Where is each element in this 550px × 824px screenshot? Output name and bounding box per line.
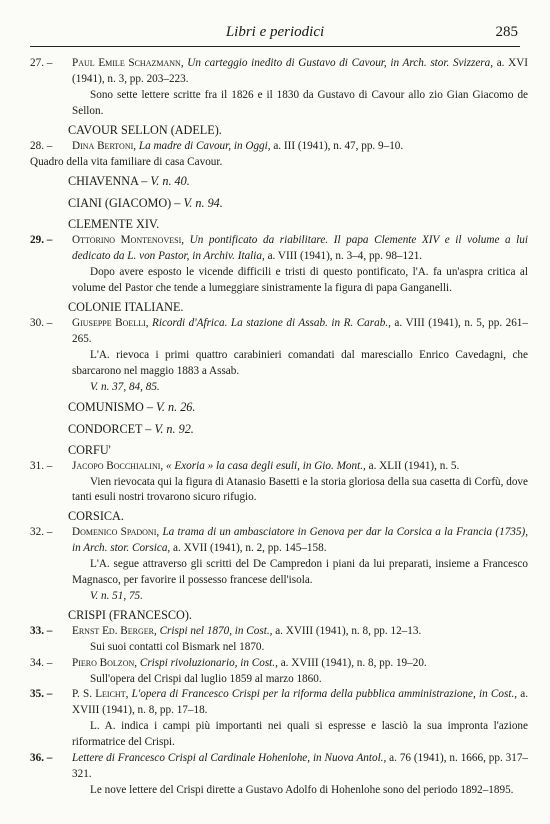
entry-journal: in Cost.,	[479, 688, 518, 701]
entry-details: a. 76 (1941), n. 1666, pp. 317–321.	[72, 752, 529, 780]
xref-subject: CONDORCET –	[68, 421, 152, 436]
entry-title: Un pontificato da riabilitare. Il papa Clemente XIV e il volume a lui dedicato da L. von Pastor,	[72, 234, 528, 263]
entry-author: Domenico Spadoni,	[72, 526, 160, 539]
bibliography-body	[30, 56, 528, 799]
entry-details: a. XVIII (1941), n. 8, pp. 19–20.	[280, 656, 427, 669]
entry-title: Crispi rivoluzionario,	[139, 656, 238, 669]
entry-35	[30, 687, 528, 751]
entry-34	[30, 656, 528, 688]
entry-title: Lettere di Francesco Crispi al Cardinale Hohenlohe,	[72, 752, 311, 765]
entry-author: Jacopo Bocchialini,	[72, 459, 164, 472]
entry-citation	[72, 751, 528, 783]
entry-journal: in R. Carab.,	[331, 317, 391, 330]
entry-note: L. A. indica i campi più importanti nei quali si espresse e lasciò la sua impronta l'azione riformatrice del Crispi.	[72, 720, 528, 749]
entry-29	[30, 233, 528, 297]
xref-target: V. n. 26.	[156, 399, 196, 414]
xref-target: V. n. 94.	[183, 196, 223, 211]
entry-details: a. XVIII (1941), n. 8, pp. 17–18.	[72, 688, 529, 717]
entry-number: 29. –	[30, 234, 53, 247]
entry-citation	[72, 624, 528, 640]
entry-journal: in Nuova Antol.,	[312, 752, 387, 765]
subject-heading: CRISPI (FRANCESCO).	[68, 607, 192, 622]
entry-details: a. XLII (1941), n. 5.	[368, 459, 460, 472]
xref-subject: CIANI (GIACOMO) –	[68, 196, 181, 211]
entry-citation	[72, 459, 528, 475]
entry-number: 32. –	[30, 526, 53, 539]
entry-title: La trama di un ambasciatore in Genova per dar la Corsica a la Francia (1735),	[162, 526, 529, 539]
entry-author: Dina Bertoni,	[72, 139, 137, 152]
entry-number: 30. –	[30, 317, 53, 330]
entry-36	[30, 751, 528, 799]
entry-number: 28. –	[30, 139, 53, 152]
entry-note: Vien rievocata qui la figura di Atanasio Basetti e la storia gloriosa della sua casetta di Corfù, dove tanti esuli nostri trovarono sicuro rifugio.	[72, 475, 528, 504]
entry-note: Sui suoi contatti col Bismark nel 1870.	[90, 640, 265, 653]
xref-target: V. n. 92.	[154, 421, 194, 436]
entry-citation	[72, 139, 528, 155]
entry-note: Le nove lettere del Crispi dirette a Gustavo Adolfo di Hohenlohe sono del periodo 1892–1895.	[90, 783, 514, 796]
entry-see-also: V. n. 51, 75.	[90, 589, 143, 602]
entry-number: 36. –	[30, 752, 53, 765]
entry-title: L'opera di Francesco Crispi per la riforma della pubblica amministrazione,	[131, 688, 476, 701]
entry-author: Paul Emile Schazmann,	[72, 57, 184, 69]
entry-31	[30, 459, 528, 507]
entry-author: Ernst Ed. Berger,	[72, 624, 157, 637]
entry-number: 34. –	[30, 656, 53, 669]
cross-reference	[30, 170, 528, 192]
xref-subject: CHIAVENNA –	[68, 174, 148, 189]
xref-subject: COMUNISMO –	[68, 399, 153, 414]
cross-reference	[30, 192, 528, 214]
entry-see-also: V. n. 37, 84, 85.	[90, 380, 160, 393]
entry-details: a. XVI (1941), n. 3, pp. 203–223.	[72, 57, 529, 85]
entry-number: 35. –	[30, 688, 53, 701]
entry-title: Crispi nel 1870,	[159, 624, 232, 637]
entry-details: a. XVIII (1941), n. 8, pp. 12–13.	[275, 624, 422, 637]
entry-author: Ottorino Montenovesi,	[72, 234, 185, 247]
entry-30	[30, 316, 528, 396]
entry-citation	[72, 656, 528, 672]
entry-33	[30, 624, 528, 656]
entry-journal: in Cost.,	[240, 656, 278, 669]
entry-details: a. III (1941), n. 47, pp. 9–10.	[273, 139, 404, 152]
entry-journal: in Oggi,	[233, 139, 271, 152]
entry-journal: in Arch. stor. Svizzera,	[390, 57, 494, 69]
entry-title: Un carteggio inedito di Gustavo di Cavour,	[187, 57, 387, 69]
entry-note: L'A. rievoca i primi quattro carabinieri comandati dal maresciallo Enrico Cavedagni, che sbarcarono nel maggio 1883 a Assab.	[72, 348, 528, 377]
entry-journal: in Archiv. Italia,	[192, 250, 265, 263]
entry-citation	[72, 56, 528, 88]
entry-note: L'A. segue attraverso gli scritti del De Campredon i piani da lui preparati, insieme a Francesco Magnasco, per favorire il possesso francese dell'isola.	[72, 558, 528, 587]
entry-note: Sull'opera del Crispi dal luglio 1859 al marzo 1860.	[90, 672, 322, 685]
entry-author: P. S. Leicht,	[72, 688, 129, 701]
entry-note: Sono sette lettere scritte fra il 1826 e il 1830 da Gustavo di Cavour allo zio Gian Giacomo de Sellon.	[72, 88, 528, 117]
subject-heading: COLONIE ITALIANE.	[68, 300, 184, 315]
entry-note: Dopo avere esposto le vicende difficili e tristi di questo pontificato, l'A. fa un'aspra critica al volume del Pastor che tende a lumeggiare sinistramente la figura di papa Ganganelli.	[72, 266, 528, 295]
subject-heading: CORFU'	[68, 442, 111, 457]
entry-number: 33. –	[30, 624, 53, 637]
entry-title: « Exoria » la casa degli esuli,	[165, 459, 300, 472]
subject-heading: CAVOUR SELLON (ADELE).	[68, 122, 222, 137]
xref-target: V. n. 40.	[150, 174, 190, 189]
subject-heading: CLEMENTE XIV.	[68, 217, 160, 232]
entry-details: a. VIII (1941), n. 3–4, pp. 98–121.	[267, 250, 423, 263]
entry-32	[30, 525, 528, 605]
entry-details: a. XVII (1941), n. 2, pp. 145–158.	[173, 542, 327, 555]
entry-journal: in Gio. Mont.,	[302, 459, 366, 472]
entry-citation	[72, 233, 528, 265]
entry-details: a. VIII (1941), n. 5, pp. 261–265.	[72, 317, 528, 345]
entry-citation	[72, 687, 528, 719]
page-number: 285	[495, 24, 518, 40]
entry-citation	[72, 525, 528, 557]
entry-journal: in Arch. stor. Corsica,	[72, 542, 171, 555]
subject-heading: CORSICA.	[68, 509, 124, 524]
cross-reference	[30, 396, 528, 418]
entry-author: Giuseppe Boelli,	[72, 317, 149, 330]
entry-number: 31. –	[30, 459, 53, 472]
entry-27	[30, 56, 528, 120]
cross-reference	[30, 418, 528, 440]
entry-author: Piero Bolzon,	[72, 656, 138, 669]
page-header	[30, 22, 520, 47]
entry-journal: in Cost.,	[234, 624, 273, 637]
entry-note: Quadro della vita familiare di casa Cavour.	[30, 155, 223, 168]
entry-28	[30, 139, 528, 171]
entry-citation	[72, 316, 528, 348]
entry-number: 27. –	[30, 57, 53, 69]
running-title: Libri e periodici	[225, 24, 325, 40]
entry-title: La madre di Cavour,	[138, 139, 232, 152]
entry-title: Ricordi d'Africa. La stazione di Assab.	[152, 317, 328, 330]
